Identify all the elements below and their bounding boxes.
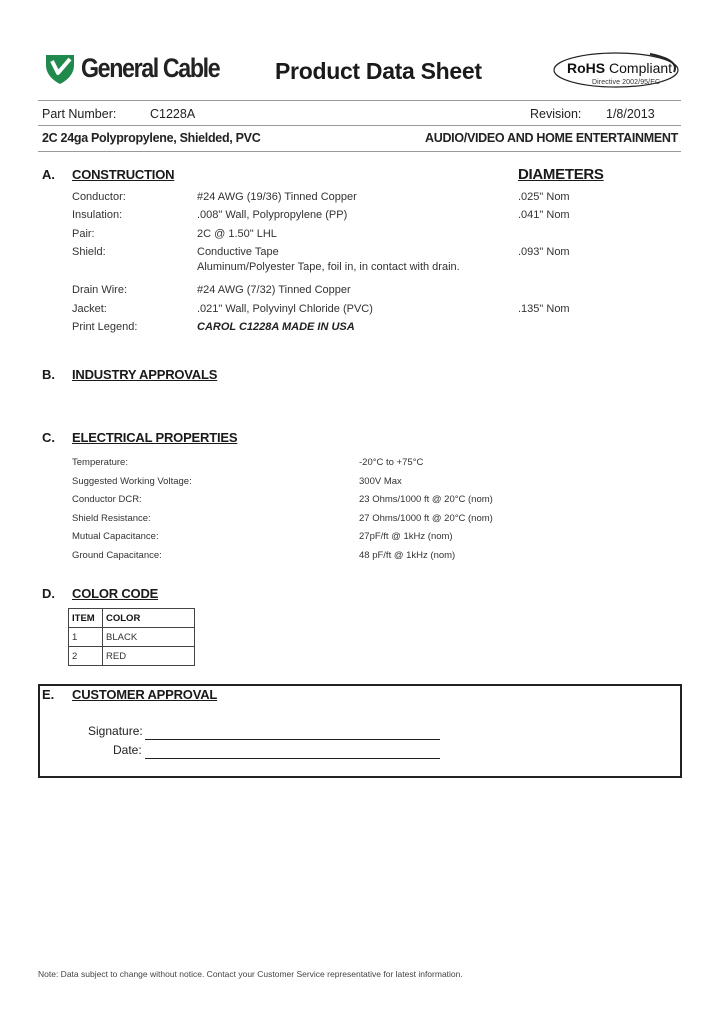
construction-value: .008" Wall, Polypropylene (PP) [197,209,348,221]
column-header: COLOR [103,609,195,628]
electrical-value: 48 pF/ft @ 1kHz (nom) [359,550,456,561]
electrical-value: 27pF/ft @ 1kHz (nom) [359,531,453,542]
rohs-badge [550,50,680,90]
diameter-value: .025" Nom [518,191,570,203]
section-letter-a: A. [42,167,55,182]
electrical-value: 300V Max [359,476,402,487]
diameter-value: .093" Nom [518,246,570,258]
date-line[interactable] [145,758,440,759]
electrical-label: Ground Capacitance: [72,550,162,561]
diameter-value: .041" Nom [518,209,570,221]
rohs-directive: Directive 2002/95/EC [592,79,661,86]
table-header-row [69,609,195,628]
electrical-label: Suggested Working Voltage: [72,476,192,487]
electrical-properties-title: ELECTRICAL PROPERTIES [72,430,238,445]
divider [38,100,681,101]
section-letter-c: C. [42,430,55,445]
color-code-table [68,608,195,666]
revision-label: Revision: [530,107,582,121]
construction-label: Drain Wire: [72,284,128,296]
construction-label: Jacket: [72,303,107,315]
footer-note: Note: Data subject to change without notice. Contact your Customer Service representative for latest information. [38,969,463,979]
rohs-label: RoHS Compliant [567,60,673,76]
print-legend-value: CAROL C1228A MADE IN USA [197,321,355,333]
section-letter-e: E. [42,687,55,702]
table-row [69,647,195,666]
electrical-label: Mutual Capacitance: [72,531,159,542]
table-cell: RED [103,647,195,666]
divider [38,125,681,126]
table-cell: BLACK [103,628,195,647]
part-number-value: C1228A [150,107,196,121]
electrical-label: Conductor DCR: [72,494,142,505]
date-label: Date: [113,743,142,757]
company-logo [44,50,242,86]
construction-label: Print Legend: [72,321,138,333]
construction-value: #24 AWG (7/32) Tinned Copper [197,284,351,296]
industry-approvals-title: INDUSTRY APPROVALS [72,367,218,382]
construction-value: .021" Wall, Polyvinyl Chloride (PVC) [197,303,373,315]
document-title: Product Data Sheet [275,58,482,84]
electrical-value: 27 Ohms/1000 ft @ 20°C (nom) [359,513,493,524]
customer-approval-title: CUSTOMER APPROVAL [72,687,218,702]
signature-label: Signature: [88,724,143,738]
table-cell: 2 [69,647,103,666]
revision-value: 1/8/2013 [606,107,655,121]
electrical-value: 23 Ohms/1000 ft @ 20°C (nom) [359,494,493,505]
cable-description: 2C 24ga Polypropylene, Shielded, PVC [42,131,261,145]
table-row [69,628,195,647]
electrical-label: Temperature: [72,457,128,468]
product-category: AUDIO/VIDEO AND HOME ENTERTAINMENT [425,131,678,145]
construction-label: Insulation: [72,209,123,221]
construction-value: #24 AWG (19/36) Tinned Copper [197,191,357,203]
company-name: General Cable [81,52,220,83]
section-letter-d: D. [42,586,55,601]
electrical-value: -20°C to +75°C [359,457,424,468]
general-cable-shield-icon [44,51,76,85]
construction-label: Shield: [72,246,106,258]
diameters-title: DIAMETERS [518,166,604,183]
electrical-label: Shield Resistance: [72,513,151,524]
divider [38,151,681,152]
construction-label: Pair: [72,228,95,240]
diameter-value: .135" Nom [518,303,570,315]
construction-title: CONSTRUCTION [72,167,175,182]
table-cell: 1 [69,628,103,647]
part-number-label: Part Number: [42,107,117,121]
column-header: ITEM [69,609,103,628]
section-letter-b: B. [42,367,55,382]
construction-value: Conductive Tape [197,246,279,258]
signature-line[interactable] [145,739,440,740]
color-code-title: COLOR CODE [72,586,159,601]
construction-label: Conductor: [72,191,126,203]
construction-value-line2: Aluminum/Polyester Tape, foil in, in contact with drain. [197,261,460,273]
construction-value: 2C @ 1.50" LHL [197,228,277,240]
